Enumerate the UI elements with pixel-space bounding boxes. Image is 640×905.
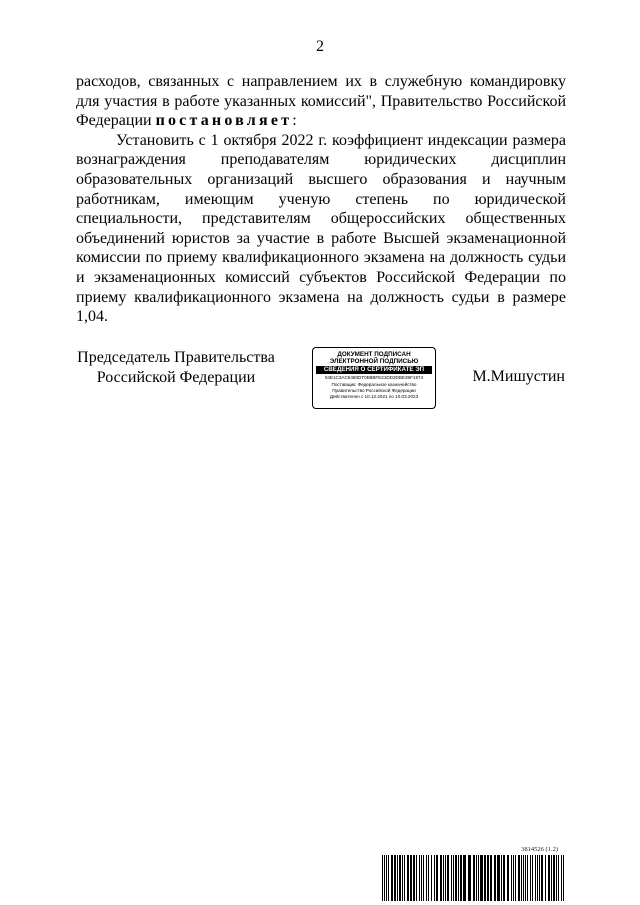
signer-title-line1: Председатель Правительства xyxy=(77,349,275,366)
electronic-signature-stamp xyxy=(312,347,436,409)
stamp-heading-line2: ЭЛЕКТРОННОЙ ПОДПИСЬЮ xyxy=(329,358,419,366)
page-number: 2 xyxy=(316,38,324,55)
paragraph-resolution: Установить с 1 октября 2022 г. коэффициент индексации размера вознаграждения преподавателям юридических дисциплин образовательных организаций высшего образования и научным работникам, имеющим ученую степень по юридической специальности, представителям общероссийских общественных объединений юристов за участие в работе Высшей экзаменационной комиссии по приему квалификационного экзамена на должность судьи и экзаменационных комиссий субъектов Российской Федерации по приему квалификационного экзамена на должность судьи в размере 1,04. xyxy=(76,131,566,326)
signer-title-line2: Российской Федерации xyxy=(96,368,256,386)
preamble-text: расходов, связанных с направлением их в служебную командировку для участия в работе указанных комиссий", Правительство Российской Федерации xyxy=(76,73,566,130)
resolves-keyword: постановляет xyxy=(155,112,293,130)
preamble-colon: : xyxy=(292,112,297,130)
stamp-certificate-band: СВЕДЕНИЯ О СЕРТИФИКАТЕ ЭП xyxy=(316,366,432,374)
signer-title xyxy=(76,348,276,387)
stamp-heading-line1: ДОКУМЕНТ ПОДПИСАН xyxy=(337,351,411,358)
stamp-owner: Правительство Российской Федерации xyxy=(332,387,416,393)
signer-name: М.Мишустин xyxy=(472,368,565,385)
document-code: 3814526 (1.2) xyxy=(521,846,558,853)
stamp-serial: 04E1C3AC5480DT0B8BFE21DD3DBE39F1974 xyxy=(324,375,424,381)
stamp-heading xyxy=(313,351,435,365)
stamp-validity: Действителен с 10.12.2021 по 10.03.2023 xyxy=(329,394,419,400)
barcode xyxy=(382,855,566,901)
document-body xyxy=(76,72,566,327)
paragraph-preamble-end xyxy=(76,72,566,131)
stamp-issuer: Поставщик: Федеральное казначейство xyxy=(331,381,417,387)
